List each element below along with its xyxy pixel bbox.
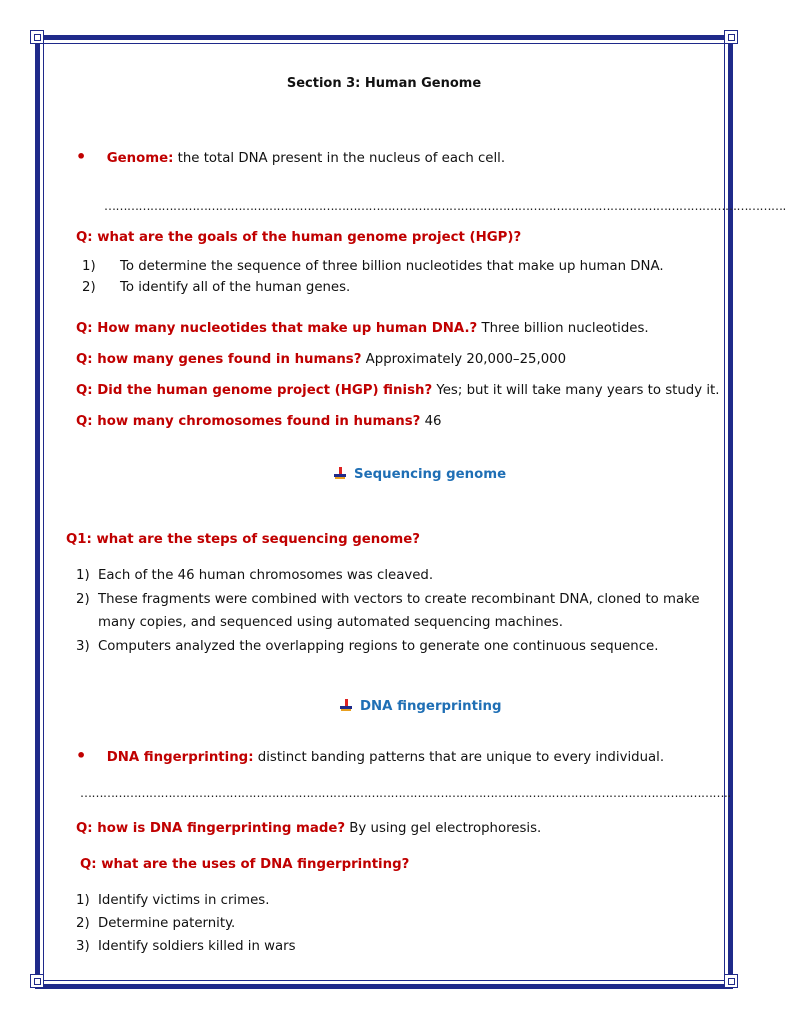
fingerprint-term: DNA fingerprinting: [106, 750, 254, 765]
list-item [76, 938, 296, 956]
list-item [76, 892, 269, 910]
list-number: 2) [76, 916, 90, 931]
list-text: To identify all of the human genes. [120, 280, 351, 295]
qa-question: Q: how is DNA fingerprinting made? [76, 821, 346, 836]
border-corner-ornament [724, 974, 738, 988]
page-title: Section 3: Human Genome [286, 76, 482, 91]
qa-question: Q: how many chromosomes found in humans? [76, 414, 421, 429]
list-text: many copies, and sequenced using automated sequencing machines. [98, 615, 563, 630]
qa-answer: 46 [420, 414, 442, 429]
list-text: To determine the sequence of three billion nucleotides that make up human DNA. [120, 259, 664, 274]
list-number: 3) [76, 939, 90, 954]
pin-icon [334, 467, 346, 479]
pin-icon [340, 699, 352, 711]
list-item [82, 279, 350, 297]
qa-answer: Three billion nucleotides. [477, 321, 649, 336]
fingerprint-uses-question: Q: what are the uses of DNA fingerprinting? [80, 857, 410, 872]
genome-text: the total DNA present in the nucleus of each cell. [173, 151, 506, 166]
list-text: Determine paternity. [98, 916, 236, 931]
qa-answer: Approximately 20,000–25,000 [361, 352, 567, 367]
answer-dotted-line: ……………………………………………………………………………………………………………………………………………………………. [104, 199, 786, 213]
list-item [76, 915, 235, 933]
list-number: 2) [82, 280, 96, 295]
section-heading-fingerprinting [340, 698, 502, 716]
hgp-goals-question: Q: what are the goals of the human genome project (HGP)? [76, 230, 522, 245]
sequencing-question: Q1: what are the steps of sequencing genome? [66, 532, 420, 547]
list-item [76, 567, 433, 585]
fingerprint-text: distinct banding patterns that are unique to every individual. [253, 750, 665, 765]
qa-question: Q: how many genes found in humans? [76, 352, 362, 367]
qa-question: Q: How many nucleotides that make up human DNA.? [76, 321, 478, 336]
list-item [82, 258, 664, 276]
bullet-icon: • [76, 147, 87, 166]
border-corner-ornament [724, 30, 738, 44]
list-number: 3) [76, 639, 90, 654]
qa-item [76, 320, 649, 338]
genome-definition [76, 148, 505, 168]
list-text: Identify soldiers killed in wars [98, 939, 296, 954]
fingerprint-definition [76, 747, 664, 767]
list-number: 1) [76, 568, 90, 583]
qa-answer: By using gel electrophoresis. [345, 821, 542, 836]
list-item [76, 591, 700, 609]
heading-text: Sequencing genome [354, 467, 507, 482]
list-text: Each of the 46 human chromosomes was cleaved. [98, 568, 434, 583]
list-number: 2) [76, 592, 90, 607]
bullet-icon: • [76, 746, 87, 765]
page-border-inner [43, 43, 786, 981]
border-corner-ornament [30, 30, 44, 44]
list-item [76, 638, 658, 656]
heading-text: DNA fingerprinting [360, 699, 502, 714]
list-text: Identify victims in crimes. [98, 893, 270, 908]
list-number: 1) [82, 259, 96, 274]
qa-item [76, 382, 719, 400]
section-heading-sequencing [334, 466, 506, 484]
qa-item [76, 413, 442, 431]
list-number: 1) [76, 893, 90, 908]
border-corner-ornament [30, 974, 44, 988]
genome-term: Genome: [106, 151, 174, 166]
qa-item [76, 820, 541, 838]
list-text: These fragments were combined with vectors to create recombinant DNA, cloned to make [98, 592, 700, 607]
qa-item [76, 351, 566, 369]
qa-question: Q: Did the human genome project (HGP) finish? [76, 383, 433, 398]
list-item-continued [76, 614, 563, 632]
qa-answer: Yes; but it will take many years to study it. [432, 383, 720, 398]
list-text: Computers analyzed the overlapping regions to generate one continuous sequence. [98, 639, 659, 654]
answer-dotted-line: …………………………………………………………………………………………………………………………………………………….. [80, 786, 731, 800]
